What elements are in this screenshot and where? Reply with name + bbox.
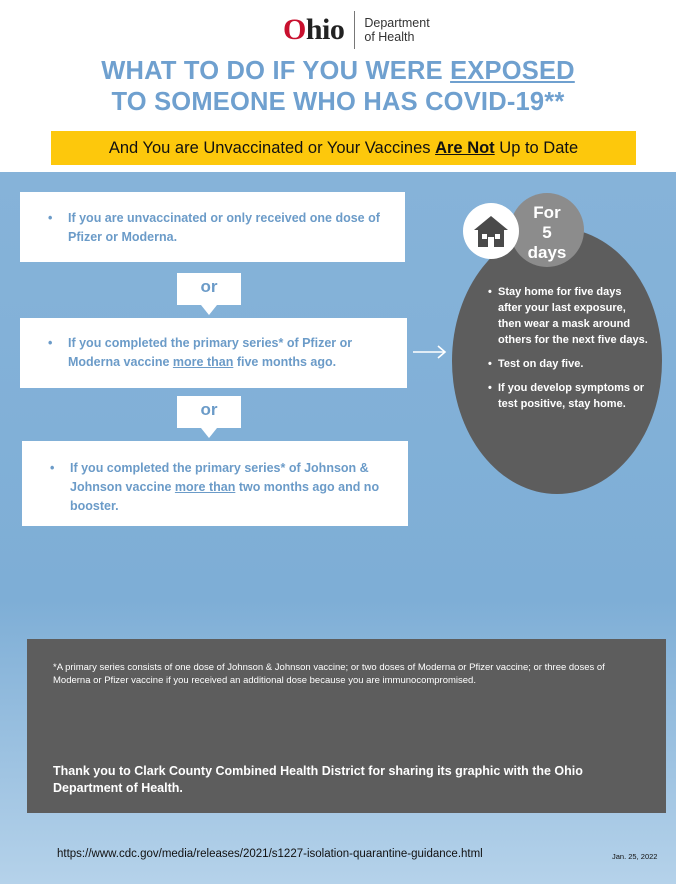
subtitle-emphasis: Are Not <box>435 139 495 157</box>
or-label-1: or <box>177 273 241 305</box>
source-link[interactable]: https://www.cdc.gov/media/releases/2021/s1227-isolation-quarantine-guidance.html <box>57 848 483 860</box>
bullet: • <box>48 336 53 350</box>
scenario-text: If you are unvaccinated or only received one dose of Pfizer or Moderna. <box>68 211 380 244</box>
scenario-text-emph: more than <box>174 480 236 494</box>
title-line1-text: WHAT TO DO IF YOU WERE <box>101 57 451 85</box>
ohio-logo <box>283 10 430 50</box>
header <box>0 0 676 172</box>
subtitle-banner <box>51 131 636 165</box>
bullet: • <box>50 461 55 475</box>
subtitle-post: Up to Date <box>494 139 579 157</box>
for-label: For <box>533 203 561 222</box>
logo-department-line1: Department <box>364 16 430 30</box>
logo-wordmark-initial: O <box>283 13 306 46</box>
scenario-text-pre: If you completed the primary series* of Johnson & Johnson vaccine <box>70 461 369 494</box>
arrow-right-icon <box>412 344 448 360</box>
footnote-panel <box>27 639 666 813</box>
scenario-box-unvaccinated <box>20 192 405 262</box>
title-exposed: EXPOSED <box>450 57 575 85</box>
page-title <box>0 56 676 118</box>
scenario-box-pfizer-moderna <box>20 318 407 388</box>
days-label: days <box>527 243 567 262</box>
logo-department <box>364 16 429 44</box>
guidance-item: • If you develop symptoms or test positive, stay home. <box>488 380 648 412</box>
scenario-text-post: two months ago and no booster. <box>70 480 380 513</box>
scenario-text-pre: If you completed the primary series* of Pfizer or Moderna vaccine <box>68 336 353 369</box>
scenario-text-emph: more than <box>172 355 234 369</box>
five-days-badge <box>510 193 584 267</box>
footnote-text: *A primary series consists of one dose of Johnson & Johnson vaccine; or two doses of Moderna or Pfizer vaccine; or three doses of Moderna or Pfizer vaccine if you received an additional dose because you are immunocompromised. <box>53 662 605 686</box>
logo-wordmark <box>283 13 344 47</box>
guidance-oval <box>452 228 662 494</box>
guidance-item: • Test on day five. <box>488 356 648 372</box>
scenario-box-johnson <box>22 441 408 526</box>
logo-wordmark-rest: hio <box>305 13 345 46</box>
logo-divider <box>354 11 355 49</box>
logo-department-line2: of Health <box>364 30 415 44</box>
guidance-list <box>488 284 648 420</box>
thanks-text: Thank you to Clark County Combined Health District for sharing its graphic with the Ohio Department of Health. <box>53 764 583 795</box>
days-number: 5 <box>542 223 552 242</box>
title-line2-text: TO SOMEONE WHO HAS COVID-19** <box>111 88 565 116</box>
bullet: • <box>48 211 53 225</box>
house-icon <box>463 203 519 259</box>
guidance-item: • Stay home for five days after your last exposure, then wear a mask around others for the next five days. <box>488 284 648 348</box>
or-label-2: or <box>177 396 241 428</box>
publication-date: Jan. 25, 2022 <box>612 852 658 861</box>
scenario-text-post: five months ago. <box>233 355 337 369</box>
subtitle-pre: And You are Unvaccinated or Your Vaccines <box>108 139 436 157</box>
